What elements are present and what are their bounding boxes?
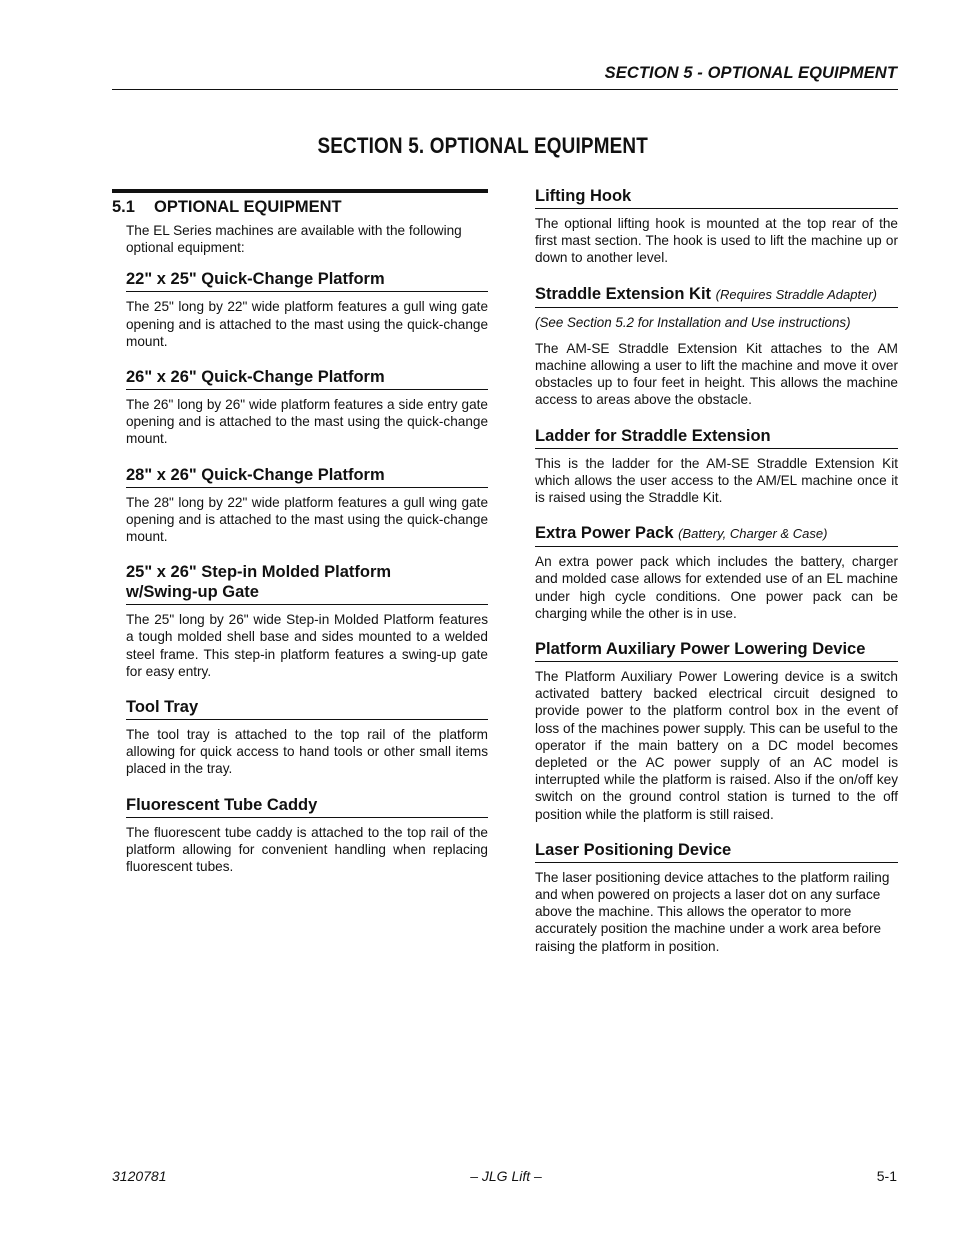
item-body: This is the ladder for the AM-SE Straddle Extension Kit which allows the user access to the AM/EL machine once it is raised using the Straddle Kit. [535, 455, 898, 506]
section-rule [112, 189, 488, 193]
item-heading [535, 523, 898, 547]
page-title: SECTION 5. OPTIONAL EQUIPMENT [317, 133, 648, 158]
item-26x26-platform [126, 367, 488, 448]
item-extra-power-pack [535, 523, 898, 622]
item-body: The 28" long by 22" wide platform features a gull wing gate opening and is attached to the mast using the quick-change mount. [126, 494, 488, 545]
item-body: The laser positioning device attaches to the platform railing and when powered on projects a laser dot on any surface above the machine. This allows the operator to more accurately position the machine under a work area before raising the platform in position. [535, 869, 890, 954]
item-heading-text: Straddle Extension Kit [535, 284, 712, 303]
item-body: An extra power pack which includes the battery, charger and molded case allows for extended use of an EL machine under high cycle conditions. One power pack can be charging while the other is in use. [535, 554, 898, 621]
item-body: The fluorescent tube caddy is attached to the top rail of the platform allowing for convenient handling when replacing fluorescent tubes. [126, 824, 488, 875]
item-28x26-platform [126, 465, 488, 546]
item-body: The 26" long by 26" wide platform features a side entry gate opening and is attached to the mast using the quick-change mount. [126, 397, 488, 447]
item-body: The optional lifting hook is mounted at the top rear of the first mast section. The hook is used to lift the machine up or down to another level. [535, 216, 898, 266]
right-column [535, 186, 898, 955]
item-heading [126, 562, 488, 605]
section-intro: The EL Series machines are available with the following optional equipment: [126, 223, 462, 256]
item-ladder-straddle [535, 426, 898, 507]
item-aux-power-lowering [535, 639, 898, 823]
item-heading: 26" x 26" Quick-Change Platform [126, 367, 488, 390]
item-fluorescent-tube-caddy [126, 795, 488, 876]
footer-doc-number: 3120781 [112, 1168, 167, 1184]
left-column [112, 189, 488, 875]
item-22x25-platform [126, 269, 488, 350]
item-heading: Laser Positioning Device [535, 840, 898, 863]
item-heading-line1: 25" x 26" Step-in Molded Platform [126, 563, 392, 582]
footer-brand: – JLG Lift – [470, 1168, 542, 1184]
section-title: OPTIONAL EQUIPMENT [154, 198, 342, 216]
item-heading: Lifting Hook [535, 186, 898, 209]
item-heading [535, 284, 898, 308]
item-heading-line2: w/Swing-up Gate [126, 583, 259, 602]
item-heading-note: (Battery, Charger & Case) [678, 526, 828, 542]
item-reference-note: (See Section 5.2 for Installation and Use instructions) [535, 314, 851, 330]
item-heading: Tool Tray [126, 697, 488, 720]
item-heading: Fluorescent Tube Caddy [126, 795, 488, 818]
item-body: The Platform Auxiliary Power Lowering device is a switch activated battery backed electrical circuit designed to provide power to the platform control box in the event of loss of the machines power supply. This can be useful to the operator if the main battery on a DC model becomes depleted or the AC power supply of an AC model is interrupted while the platform is raised. Also if the on/off key switch on the ground control station is turned to the off position while the platform is still raised. [535, 669, 898, 822]
item-lifting-hook [535, 186, 898, 267]
item-heading: Platform Auxiliary Power Lowering Device [535, 639, 898, 662]
section-heading [112, 196, 488, 218]
item-heading-note: (Requires Straddle Adapter) [715, 286, 878, 302]
item-heading: 22" x 25" Quick-Change Platform [126, 269, 488, 292]
item-heading-text: Extra Power Pack [535, 524, 674, 543]
section-number: 5.1 [112, 198, 135, 216]
item-body: The 25" long by 26" wide Step-in Molded Platform features a tough molded shell base and sides mounted to a welded steel frame. This step-in platform features a swing-up gate for easy entry. [126, 612, 488, 679]
item-laser-positioning [535, 840, 898, 955]
footer-page-number: 5-1 [876, 1168, 897, 1184]
item-tool-tray [126, 697, 488, 778]
item-body: The AM-SE Straddle Extension Kit attaches to the AM machine allowing a user to lift the machine and move it over obstacles up to four feet in height. This allows the machine access to areas above the obstacle. [535, 340, 898, 408]
item-heading: Ladder for Straddle Extension [535, 426, 898, 449]
item-step-in-platform [126, 562, 488, 680]
running-header: SECTION 5 - OPTIONAL EQUIPMENT [604, 64, 897, 82]
item-heading: 28" x 26" Quick-Change Platform [126, 465, 488, 488]
header-rule [112, 89, 898, 90]
item-straddle-extension-kit [535, 284, 898, 409]
item-body: The tool tray is attached to the top rail of the platform allowing for quick access to hand tools or other small items placed in the tray. [126, 727, 488, 777]
item-body: The 25" long by 22" wide platform features a gull wing gate opening and is attached to the mast using the quick-change mount. [126, 299, 488, 349]
